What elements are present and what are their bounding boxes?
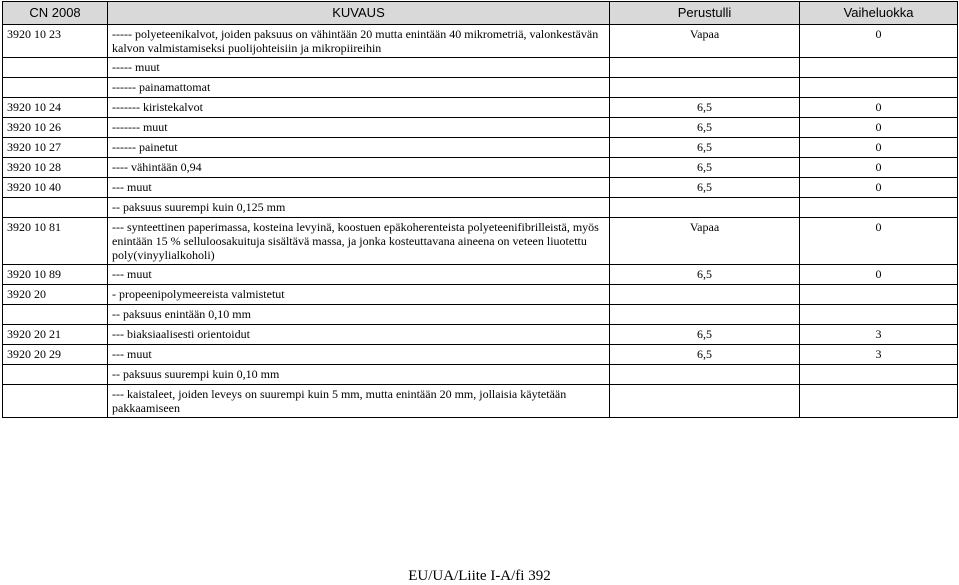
table-row — [3, 78, 958, 98]
base-duty-cell — [610, 198, 800, 218]
description-cell: -- paksuus suurempi kuin 0,10 mm — [108, 365, 610, 385]
staging-category-cell: 0 — [800, 178, 958, 198]
base-duty-cell — [610, 78, 800, 98]
description-cell: --- muut — [108, 265, 610, 285]
description-cell: ------ painamattomat — [108, 78, 610, 98]
cn-code-cell — [3, 365, 108, 385]
base-duty-cell — [610, 58, 800, 78]
staging-category-cell — [800, 365, 958, 385]
table-row — [3, 305, 958, 325]
description-cell: -- paksuus enintään 0,10 mm — [108, 305, 610, 325]
table-row — [3, 158, 958, 178]
table-row — [3, 98, 958, 118]
base-duty-cell — [610, 385, 800, 418]
cn-code-cell: 3920 20 21 — [3, 325, 108, 345]
cn-code-cell — [3, 78, 108, 98]
base-duty-cell: 6,5 — [610, 265, 800, 285]
table-row — [3, 25, 958, 58]
description-cell: ----- muut — [108, 58, 610, 78]
table-row — [3, 325, 958, 345]
staging-category-cell: 0 — [800, 138, 958, 158]
staging-category-cell — [800, 305, 958, 325]
table-row — [3, 265, 958, 285]
base-duty-cell — [610, 365, 800, 385]
base-duty-cell: Vapaa — [610, 25, 800, 58]
description-cell: --- biaksiaalisesti orientoidut — [108, 325, 610, 345]
staging-category-cell: 0 — [800, 118, 958, 138]
staging-category-cell — [800, 385, 958, 418]
description-cell: ------ painetut — [108, 138, 610, 158]
base-duty-cell: 6,5 — [610, 345, 800, 365]
cn-code-cell: 3920 20 29 — [3, 345, 108, 365]
cn-code-cell: 3920 10 89 — [3, 265, 108, 285]
description-cell: -- paksuus suurempi kuin 0,125 mm — [108, 198, 610, 218]
table-row — [3, 178, 958, 198]
cn-code-cell: 3920 10 81 — [3, 218, 108, 265]
header-description: KUVAUS — [108, 2, 610, 25]
staging-category-cell: 0 — [800, 265, 958, 285]
description-cell: --- synteettinen paperimassa, kosteina levyinä, koostuen epäkoherenteista polyeteenifibrilleistä, myös enintään 15 % selluloosakuituja sisältävä massa, ja jonka kosteuttavana aineena on veteen liuotettu poly(vinyylialkoholi) — [108, 218, 610, 265]
table-row — [3, 365, 958, 385]
description-cell: ------- muut — [108, 118, 610, 138]
cn-code-cell — [3, 58, 108, 78]
cn-code-cell — [3, 385, 108, 418]
base-duty-cell: 6,5 — [610, 178, 800, 198]
base-duty-cell: 6,5 — [610, 325, 800, 345]
base-duty-cell — [610, 305, 800, 325]
page-footer: EU/UA/Liite I-A/fi 392 — [408, 568, 551, 584]
cn-code-cell: 3920 10 27 — [3, 138, 108, 158]
cn-code-cell: 3920 10 23 — [3, 25, 108, 58]
table-row — [3, 198, 958, 218]
staging-category-cell — [800, 285, 958, 305]
table-row — [3, 138, 958, 158]
staging-category-cell: 0 — [800, 218, 958, 265]
base-duty-cell — [610, 285, 800, 305]
staging-category-cell: 3 — [800, 325, 958, 345]
table-body — [3, 25, 958, 418]
cn-code-cell: 3920 20 — [3, 285, 108, 305]
staging-category-cell: 3 — [800, 345, 958, 365]
description-cell: ------- kiristekalvot — [108, 98, 610, 118]
base-duty-cell: 6,5 — [610, 138, 800, 158]
base-duty-cell: 6,5 — [610, 118, 800, 138]
cn-code-cell — [3, 198, 108, 218]
tariff-table — [2, 1, 958, 418]
staging-category-cell: 0 — [800, 25, 958, 58]
cn-code-cell: 3920 10 24 — [3, 98, 108, 118]
description-cell: --- kaistaleet, joiden leveys on suurempi kuin 5 mm, mutta enintään 20 mm, jollaisia käytetään pakkaamiseen — [108, 385, 610, 418]
cn-code-cell — [3, 305, 108, 325]
description-cell: ---- vähintään 0,94 — [108, 158, 610, 178]
table-row — [3, 285, 958, 305]
base-duty-cell: Vapaa — [610, 218, 800, 265]
description-cell: --- muut — [108, 345, 610, 365]
table-header-row — [3, 2, 958, 25]
staging-category-cell — [800, 78, 958, 98]
description-cell: --- muut — [108, 178, 610, 198]
header-base-duty: Perustulli — [610, 2, 800, 25]
staging-category-cell — [800, 198, 958, 218]
table-row — [3, 345, 958, 365]
staging-category-cell — [800, 58, 958, 78]
cn-code-cell: 3920 10 26 — [3, 118, 108, 138]
cn-code-cell: 3920 10 28 — [3, 158, 108, 178]
table-row — [3, 218, 958, 265]
header-cn: CN 2008 — [3, 2, 108, 25]
table-row — [3, 385, 958, 418]
cn-code-cell: 3920 10 40 — [3, 178, 108, 198]
table-row — [3, 118, 958, 138]
staging-category-cell: 0 — [800, 158, 958, 178]
staging-category-cell: 0 — [800, 98, 958, 118]
description-cell: ----- polyeteenikalvot, joiden paksuus on vähintään 20 mutta enintään 40 mikrometriä, valonkestävän kalvon valmistamiseksi puolijohteisiin ja mikropiireihin — [108, 25, 610, 58]
header-staging-category: Vaiheluokka — [800, 2, 958, 25]
base-duty-cell: 6,5 — [610, 158, 800, 178]
table-row — [3, 58, 958, 78]
base-duty-cell: 6,5 — [610, 98, 800, 118]
description-cell: - propeenipolymeereista valmistetut — [108, 285, 610, 305]
